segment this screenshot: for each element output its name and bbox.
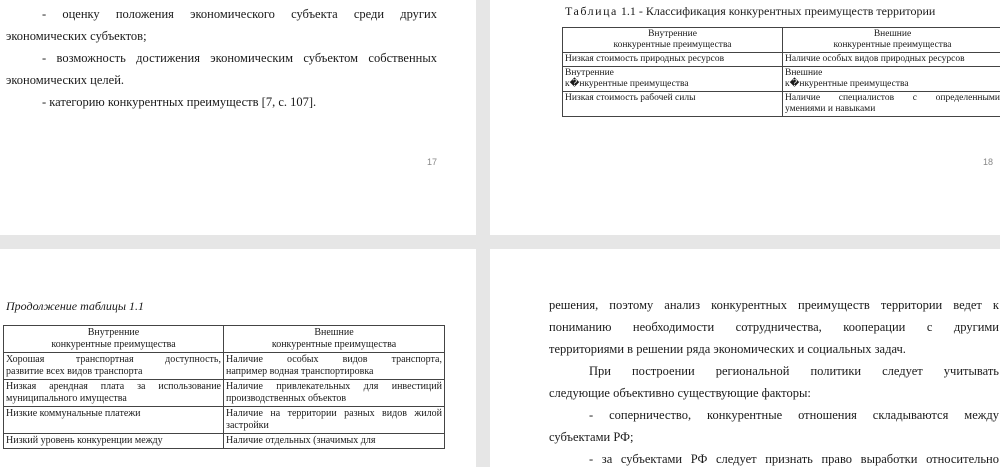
- table-cell: [224, 434, 445, 449]
- cell-line: Низкая стоимость природных ресурсов: [565, 54, 725, 64]
- header-internal: [4, 326, 224, 353]
- table-row: [563, 67, 1000, 92]
- cell-line: Наличие особых видов транспорта,: [226, 354, 442, 365]
- text-line: следующие объективно существующие факторы:: [549, 386, 811, 400]
- table-cell: [4, 380, 224, 407]
- cell-line: Внешние: [785, 68, 823, 78]
- table-cell: [4, 434, 224, 449]
- cell-line: муниципального имущества: [6, 393, 127, 404]
- table-cell: [783, 53, 1000, 67]
- table-cell: [4, 353, 224, 380]
- cell-line: развитие всех видов транспорта: [6, 366, 143, 377]
- cell-line: Наличие на территории разных видов жилой: [226, 408, 442, 419]
- text-line: пониманию необходимости сотрудничества, кооперации с другими: [549, 320, 999, 334]
- table-header-row: [4, 326, 445, 353]
- text-line: экономических целей.: [6, 73, 125, 87]
- text-line: - за субъектами РФ следует признать право выработки относительно: [589, 452, 999, 466]
- table-caption-word: Таблица: [565, 4, 618, 18]
- page-number-18: 18: [983, 157, 994, 167]
- header-line: Внешние: [314, 327, 354, 338]
- table-continuation-caption: Продолжение таблицы 1.1: [6, 299, 145, 313]
- table-row: [563, 53, 1000, 67]
- text-line: территориями в решении ряда экономических и социальных задач.: [549, 342, 906, 356]
- cell-line: Низкие коммунальные платежи: [6, 408, 141, 419]
- classification-table: [562, 27, 1000, 117]
- table-cell: [224, 407, 445, 434]
- table-cell: [4, 407, 224, 434]
- header-line: конкурентные преимущества: [271, 339, 397, 350]
- text-line: - оценку положения экономического субъекта среди других: [42, 7, 437, 21]
- cell-line: Низкая арендная плата за использование: [6, 381, 221, 392]
- page-20-body-text: [549, 294, 999, 467]
- table-caption: [565, 4, 935, 19]
- cell-line: Наличие отдельных (значимых для: [226, 435, 376, 446]
- table-cell: [563, 53, 783, 67]
- header-line: конкурентные преимущества: [613, 40, 732, 50]
- cell-line: застройки: [226, 420, 269, 431]
- table-cell: [783, 67, 1000, 92]
- cell-line: Наличие особых видов природных ресурсов: [785, 54, 965, 64]
- table-row: [4, 380, 445, 407]
- page-number-17: 17: [427, 157, 438, 167]
- text-line: экономических субъектов;: [6, 29, 147, 43]
- text-line: субъектами РФ;: [549, 430, 634, 444]
- table-row: [4, 407, 445, 434]
- cell-line: например водная транспортировка: [226, 366, 374, 377]
- header-line: конкурентные преимущества: [51, 339, 176, 350]
- page-17: [0, 0, 476, 235]
- classification-table-continued: [3, 325, 445, 449]
- table-row: [563, 92, 1000, 117]
- header-external: [783, 28, 1000, 53]
- text-line: решения, поэтому анализ конкурентных преимуществ территории ведет к: [549, 298, 999, 312]
- cell-line: Наличие специалистов с определенными: [785, 93, 1000, 103]
- cell-line: к�нкурентные преимущества: [785, 79, 909, 89]
- text-line: - соперничество, конкурентные отношения складываются между: [589, 408, 999, 422]
- text-line: - категорию конкурентных преимуществ [7, с. 107].: [42, 95, 317, 109]
- table-row: [4, 434, 445, 449]
- cell-line: Наличие привлекательных для инвестиций: [226, 381, 442, 392]
- table-caption-title: 1.1 - Классификация конкурентных преимуществ территории: [617, 4, 936, 18]
- cell-line: умениями и навыками: [785, 104, 876, 114]
- header-line: Внешние: [873, 29, 912, 39]
- page-20: [490, 249, 1000, 467]
- text-line: При построении региональной политики следует учитывать: [589, 364, 999, 378]
- page-17-body-text: [6, 3, 437, 113]
- cell-line: Низкий уровень конкуренции между: [6, 435, 163, 446]
- table-cell: [563, 67, 783, 92]
- text-line: - возможность достижения экономическим субъектом собственных: [42, 51, 437, 65]
- cell-line: производственных объектов: [226, 393, 347, 404]
- table-cell: [224, 353, 445, 380]
- cell-line: Хорошая транспортная доступность,: [6, 354, 221, 365]
- header-internal: [563, 28, 783, 53]
- cell-line: Внутренние: [565, 68, 614, 78]
- page-19: [0, 249, 476, 467]
- table-cell: [563, 92, 783, 117]
- cell-line: к�нкурентные преимущества: [565, 79, 689, 89]
- table-cell: [783, 92, 1000, 117]
- cell-line: Низкая стоимость рабочей силы: [565, 93, 696, 103]
- header-line: Внутренние: [648, 29, 697, 39]
- page-18: [490, 0, 1000, 235]
- header-line: Внутренние: [87, 327, 140, 338]
- table-row: [4, 353, 445, 380]
- table-header-row: [563, 28, 1000, 53]
- table-cell: [224, 380, 445, 407]
- header-line: конкурентные преимущества: [833, 40, 952, 50]
- header-external: [224, 326, 445, 353]
